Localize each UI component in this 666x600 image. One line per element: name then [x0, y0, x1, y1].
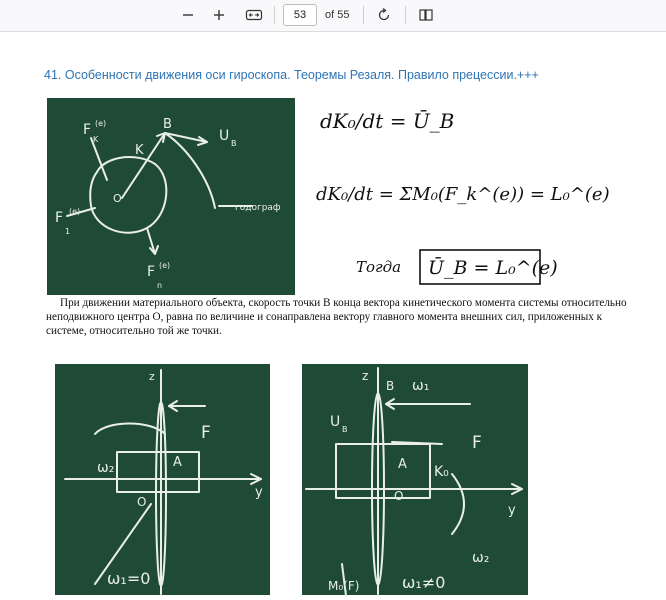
chalkboard-photo-gyroscope-static	[55, 364, 270, 595]
point-a-label: A	[173, 455, 182, 470]
force-f1-superscript: (e)	[69, 207, 81, 216]
force-fn-superscript: (e)	[159, 261, 171, 270]
rotate-icon	[376, 7, 392, 23]
formula-resal-velocity: dK₀/dt = Ū_B	[320, 109, 455, 133]
two-page-view-button[interactable]	[415, 4, 437, 26]
vector-k-label: K	[135, 143, 144, 158]
axis-z-label: z	[149, 370, 155, 383]
rotate-button[interactable]	[373, 4, 395, 26]
page-heading: 41. Особенности движения оси гироскопа. Теоремы Резаля. Правило прецессии.+++	[44, 68, 539, 82]
force-fk-subscript: K	[93, 135, 99, 144]
force-f-label: F	[201, 423, 211, 443]
zoom-in-button[interactable]	[209, 4, 229, 26]
toolbar-divider	[363, 6, 364, 24]
two-page-icon	[418, 7, 434, 23]
force-fk-superscript: (e)	[95, 119, 107, 128]
zoom-out-button[interactable]	[178, 4, 198, 26]
fit-width-icon	[245, 8, 263, 22]
point-b-label: B	[386, 379, 395, 393]
handwritten-formulas	[312, 88, 610, 293]
hodograph-label: годограф	[235, 203, 281, 213]
page-total-label: of 55	[325, 9, 350, 21]
plus-icon	[212, 8, 226, 22]
chalkboard-photo-gyroscope-precession	[302, 364, 528, 595]
force-fn-label: F	[147, 264, 156, 280]
theorem-paragraph: При движении материального объекта, скорость точки B конца вектора кинетического момента системы относительно неподвижного центра O, равна по величине и сонаправлена вектору главного момента внешних сил, приложенных к системе, относительно той же точки.	[46, 297, 627, 337]
force-f1-label: F	[55, 210, 64, 226]
omega2-label: ω₂	[472, 550, 490, 566]
page-number-input[interactable]: 53	[283, 4, 317, 26]
velocity-u-label: U	[330, 414, 341, 430]
chalkboard-photo-kinetic-moment	[47, 98, 295, 295]
formula-resal-result: Ū_B = L₀^(e)	[428, 257, 558, 279]
omega2-label: ω₂	[97, 460, 115, 476]
formula-conclusion-prefix: Тогда	[356, 258, 402, 276]
document-page	[0, 32, 666, 595]
force-fk-label: F	[83, 122, 92, 138]
minus-icon	[181, 8, 195, 22]
velocity-u-subscript: B	[342, 425, 348, 434]
pdf-toolbar	[0, 0, 666, 32]
force-f-label: F	[472, 433, 482, 453]
axis-y-label: y	[508, 503, 516, 518]
center-o-label: O	[394, 489, 404, 503]
axis-y-label: y	[255, 485, 263, 500]
omega1-nonzero-label: ω₁≠0	[402, 573, 446, 592]
omega1-zero-label: ω₁=0	[107, 569, 151, 588]
toolbar-divider	[405, 6, 406, 24]
center-o-label: O	[137, 495, 147, 509]
toolbar-divider	[274, 6, 275, 24]
velocity-u-subscript: B	[231, 139, 237, 148]
velocity-u-label: U	[219, 128, 230, 144]
formula-moment-theorem: dK₀/dt = ΣM₀(F_k^(e)) = L₀^(e)	[316, 184, 610, 205]
omega1-label: ω₁	[412, 378, 430, 394]
force-fn-subscript: n	[157, 281, 163, 290]
point-a-label: A	[398, 457, 407, 472]
center-o-label: O	[113, 192, 122, 205]
axis-z-label: z	[362, 369, 369, 383]
moment-m0-label: M₀(F)	[328, 579, 360, 593]
vector-k0-label: K₀	[434, 464, 449, 480]
force-f1-subscript: 1	[65, 227, 71, 236]
point-b-label: B	[163, 117, 172, 132]
fit-width-button[interactable]	[243, 4, 265, 26]
